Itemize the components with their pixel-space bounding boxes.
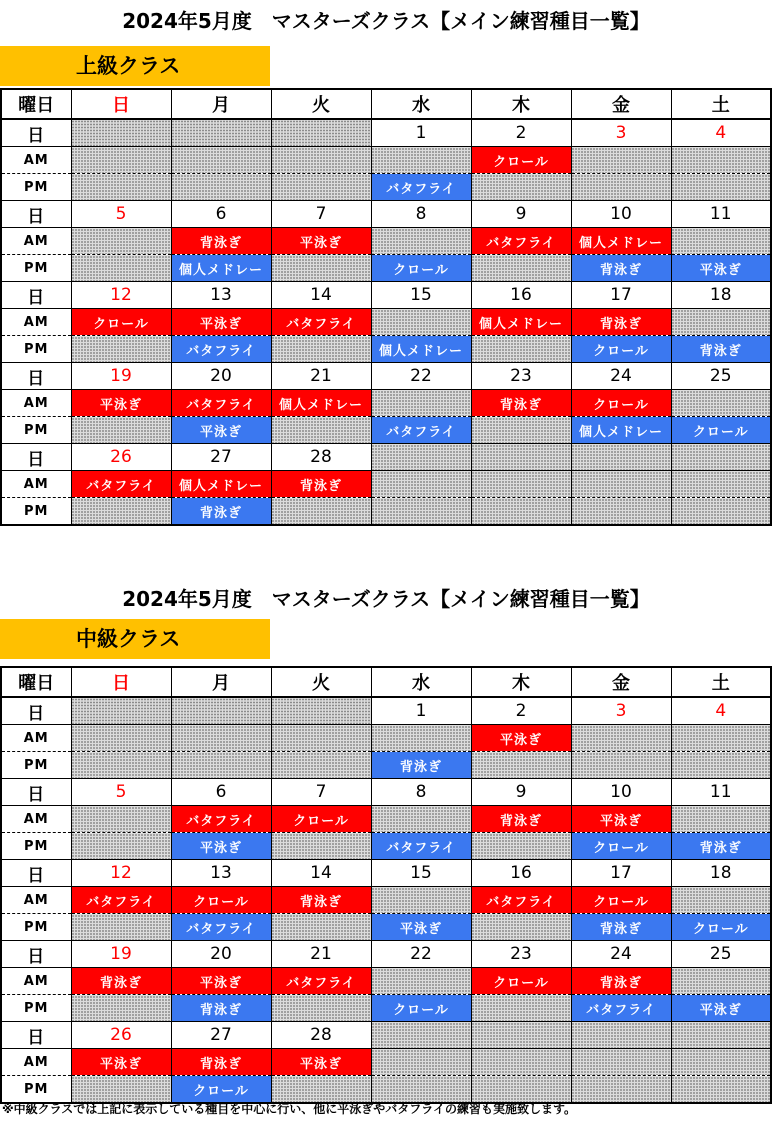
weekday-header: 金 — [571, 89, 671, 119]
empty-cell — [371, 147, 471, 174]
date-cell: 17 — [571, 860, 671, 887]
weekday-header: 金 — [571, 667, 671, 697]
date-cell: 9 — [471, 779, 571, 806]
am-row — [1, 806, 771, 833]
empty-cell — [271, 725, 371, 752]
row-label-pm: PM — [1, 1076, 71, 1104]
row-label-am: AM — [1, 228, 71, 255]
am-row — [1, 390, 771, 417]
date-cell — [471, 444, 571, 471]
empty-cell — [671, 968, 771, 995]
empty-cell — [371, 725, 471, 752]
date-cell — [571, 444, 671, 471]
am-row — [1, 147, 771, 174]
date-cell: 8 — [371, 201, 471, 228]
empty-cell — [271, 498, 371, 526]
pm-session: 背泳ぎ — [571, 914, 671, 941]
row-label-pm: PM — [1, 417, 71, 444]
am-session: 背泳ぎ — [571, 309, 671, 336]
date-cell: 6 — [171, 201, 271, 228]
date-cell — [371, 444, 471, 471]
pm-session: クロール — [571, 833, 671, 860]
weekday-header: 月 — [171, 89, 271, 119]
am-session: 平泳ぎ — [171, 309, 271, 336]
empty-cell — [471, 255, 571, 282]
empty-cell — [71, 255, 171, 282]
empty-cell — [671, 174, 771, 201]
am-session: クロール — [571, 390, 671, 417]
am-session: 背泳ぎ — [271, 471, 371, 498]
date-cell: 25 — [671, 363, 771, 390]
date-cell: 5 — [71, 201, 171, 228]
am-row — [1, 887, 771, 914]
am-session: バタフライ — [271, 968, 371, 995]
pm-session: 個人メドレー — [571, 417, 671, 444]
pm-session: 平泳ぎ — [171, 833, 271, 860]
empty-cell — [71, 833, 171, 860]
date-cell: 10 — [571, 779, 671, 806]
date-row — [1, 444, 771, 471]
date-cell: 15 — [371, 282, 471, 309]
date-cell: 27 — [171, 444, 271, 471]
date-cell — [671, 1022, 771, 1049]
pm-session: クロール — [671, 417, 771, 444]
pm-row — [1, 1076, 771, 1104]
am-session: 個人メドレー — [571, 228, 671, 255]
date-cell: 24 — [571, 941, 671, 968]
class-label-advanced: 上級クラス — [0, 46, 270, 86]
date-cell: 5 — [71, 779, 171, 806]
date-cell: 20 — [171, 941, 271, 968]
row-label-day: 日 — [1, 1022, 71, 1049]
date-cell: 19 — [71, 363, 171, 390]
date-cell: 15 — [371, 860, 471, 887]
am-session: バタフライ — [471, 887, 571, 914]
date-cell — [571, 1022, 671, 1049]
date-row — [1, 282, 771, 309]
empty-cell — [271, 255, 371, 282]
row-label-day: 日 — [1, 282, 71, 309]
date-cell: 13 — [171, 860, 271, 887]
date-cell: 12 — [71, 282, 171, 309]
empty-cell — [371, 498, 471, 526]
empty-cell — [671, 1076, 771, 1104]
empty-cell — [371, 968, 471, 995]
date-cell: 2 — [471, 697, 571, 725]
empty-cell — [471, 833, 571, 860]
date-row — [1, 779, 771, 806]
pm-session: クロール — [671, 914, 771, 941]
am-row — [1, 725, 771, 752]
row-label-pm: PM — [1, 174, 71, 201]
date-cell: 7 — [271, 779, 371, 806]
empty-cell — [271, 914, 371, 941]
pm-row — [1, 995, 771, 1022]
pm-row — [1, 833, 771, 860]
am-session: 個人メドレー — [171, 471, 271, 498]
empty-cell — [71, 1076, 171, 1104]
am-session: 平泳ぎ — [71, 1049, 171, 1076]
row-label-am: AM — [1, 1049, 71, 1076]
date-cell: 9 — [471, 201, 571, 228]
empty-cell — [671, 806, 771, 833]
empty-cell — [371, 806, 471, 833]
empty-cell — [171, 725, 271, 752]
row-label-pm: PM — [1, 914, 71, 941]
empty-cell — [371, 309, 471, 336]
class-label-intermediate: 中級クラス — [0, 619, 270, 659]
empty-cell — [671, 725, 771, 752]
am-session: クロール — [571, 887, 671, 914]
date-cell: 7 — [271, 201, 371, 228]
date-cell: 10 — [571, 201, 671, 228]
empty-cell — [171, 147, 271, 174]
date-cell: 1 — [371, 697, 471, 725]
row-label-am: AM — [1, 887, 71, 914]
date-cell: 21 — [271, 363, 371, 390]
pm-session: 背泳ぎ — [671, 336, 771, 363]
date-cell: 23 — [471, 941, 571, 968]
date-cell: 27 — [171, 1022, 271, 1049]
row-label-day: 日 — [1, 697, 71, 725]
date-row — [1, 201, 771, 228]
empty-cell — [571, 471, 671, 498]
date-cell — [471, 1022, 571, 1049]
date-cell: 16 — [471, 860, 571, 887]
date-row — [1, 363, 771, 390]
empty-cell — [271, 833, 371, 860]
date-cell: 19 — [71, 941, 171, 968]
empty-cell — [71, 417, 171, 444]
date-cell — [171, 697, 271, 725]
am-session: 背泳ぎ — [271, 887, 371, 914]
date-cell — [271, 697, 371, 725]
am-session: バタフライ — [171, 390, 271, 417]
am-session: クロール — [471, 968, 571, 995]
weekday-header: 月 — [171, 667, 271, 697]
weekday-header: 木 — [471, 667, 571, 697]
empty-cell — [671, 228, 771, 255]
weekday-header: 水 — [371, 89, 471, 119]
row-label-am: AM — [1, 968, 71, 995]
empty-cell — [71, 914, 171, 941]
empty-cell — [371, 390, 471, 417]
page-title: 2024年5月度 マスターズクラス【メイン練習種目一覧】 — [122, 587, 650, 611]
date-cell: 4 — [671, 119, 771, 147]
empty-cell — [71, 806, 171, 833]
date-cell: 14 — [271, 282, 371, 309]
date-row — [1, 941, 771, 968]
pm-session: バタフライ — [371, 174, 471, 201]
am-session: クロール — [171, 887, 271, 914]
row-label-pm: PM — [1, 255, 71, 282]
row-label-am: AM — [1, 471, 71, 498]
weekday-header: 日 — [71, 667, 171, 697]
date-cell: 16 — [471, 282, 571, 309]
empty-cell — [671, 887, 771, 914]
pm-row — [1, 336, 771, 363]
empty-cell — [471, 1076, 571, 1104]
date-cell: 25 — [671, 941, 771, 968]
weekday-header: 土 — [671, 667, 771, 697]
empty-cell — [571, 1049, 671, 1076]
pm-row — [1, 417, 771, 444]
pm-session: 平泳ぎ — [671, 255, 771, 282]
date-cell — [71, 697, 171, 725]
weekday-header: 木 — [471, 89, 571, 119]
empty-cell — [271, 1076, 371, 1104]
row-label-day: 日 — [1, 363, 71, 390]
empty-cell — [271, 336, 371, 363]
am-session: バタフライ — [171, 806, 271, 833]
weekday-header-row — [1, 89, 771, 119]
date-cell: 23 — [471, 363, 571, 390]
empty-cell — [371, 887, 471, 914]
empty-cell — [71, 752, 171, 779]
date-cell — [71, 119, 171, 147]
row-label-pm: PM — [1, 498, 71, 526]
empty-cell — [271, 147, 371, 174]
empty-cell — [471, 417, 571, 444]
row-label-day: 日 — [1, 201, 71, 228]
am-session: バタフライ — [271, 309, 371, 336]
date-cell: 26 — [71, 1022, 171, 1049]
empty-cell — [271, 752, 371, 779]
pm-row — [1, 752, 771, 779]
weekday-header-label: 曜日 — [1, 667, 71, 697]
empty-cell — [571, 725, 671, 752]
pm-session: 背泳ぎ — [171, 498, 271, 526]
empty-cell — [371, 1049, 471, 1076]
date-cell: 13 — [171, 282, 271, 309]
date-cell: 2 — [471, 119, 571, 147]
page-title: 2024年5月度 マスターズクラス【メイン練習種目一覧】 — [122, 9, 650, 33]
pm-session: クロール — [371, 255, 471, 282]
pm-session: 平泳ぎ — [671, 995, 771, 1022]
am-session: 平泳ぎ — [71, 390, 171, 417]
empty-cell — [71, 174, 171, 201]
date-cell: 24 — [571, 363, 671, 390]
row-label-day: 日 — [1, 119, 71, 147]
row-label-day: 日 — [1, 860, 71, 887]
date-row — [1, 860, 771, 887]
pm-row — [1, 255, 771, 282]
empty-cell — [271, 995, 371, 1022]
row-label-am: AM — [1, 725, 71, 752]
pm-session: 背泳ぎ — [171, 995, 271, 1022]
date-cell: 18 — [671, 282, 771, 309]
date-cell — [171, 119, 271, 147]
pm-session: クロール — [571, 336, 671, 363]
am-row — [1, 228, 771, 255]
row-label-am: AM — [1, 806, 71, 833]
empty-cell — [71, 725, 171, 752]
am-session: 背泳ぎ — [171, 228, 271, 255]
date-cell: 21 — [271, 941, 371, 968]
weekday-header-label: 曜日 — [1, 89, 71, 119]
row-label-pm: PM — [1, 995, 71, 1022]
empty-cell — [471, 174, 571, 201]
empty-cell — [371, 1076, 471, 1104]
row-label-day: 日 — [1, 779, 71, 806]
weekday-header: 水 — [371, 667, 471, 697]
date-cell: 28 — [271, 1022, 371, 1049]
pm-row — [1, 498, 771, 526]
row-label-pm: PM — [1, 833, 71, 860]
row-label-am: AM — [1, 147, 71, 174]
am-session: 平泳ぎ — [471, 725, 571, 752]
empty-cell — [471, 1049, 571, 1076]
am-session: バタフライ — [471, 228, 571, 255]
empty-cell — [471, 471, 571, 498]
empty-cell — [571, 147, 671, 174]
date-cell: 8 — [371, 779, 471, 806]
weekday-header: 火 — [271, 89, 371, 119]
pm-row — [1, 914, 771, 941]
date-cell: 12 — [71, 860, 171, 887]
empty-cell — [571, 1076, 671, 1104]
empty-cell — [671, 752, 771, 779]
pm-session: 平泳ぎ — [171, 417, 271, 444]
am-session: 平泳ぎ — [271, 228, 371, 255]
date-cell: 1 — [371, 119, 471, 147]
empty-cell — [571, 174, 671, 201]
am-session: 背泳ぎ — [471, 806, 571, 833]
empty-cell — [571, 752, 671, 779]
am-session: バタフライ — [71, 887, 171, 914]
date-cell: 26 — [71, 444, 171, 471]
empty-cell — [371, 471, 471, 498]
empty-cell — [671, 309, 771, 336]
empty-cell — [471, 914, 571, 941]
date-cell: 22 — [371, 941, 471, 968]
am-session: 平泳ぎ — [571, 806, 671, 833]
weekday-header: 火 — [271, 667, 371, 697]
date-cell: 3 — [571, 119, 671, 147]
am-row — [1, 309, 771, 336]
am-session: クロール — [271, 806, 371, 833]
pm-session: バタフライ — [571, 995, 671, 1022]
pm-session: バタフライ — [171, 336, 271, 363]
row-label-day: 日 — [1, 941, 71, 968]
pm-session: バタフライ — [371, 417, 471, 444]
am-session: 平泳ぎ — [271, 1049, 371, 1076]
empty-cell — [671, 471, 771, 498]
pm-session: 背泳ぎ — [671, 833, 771, 860]
empty-cell — [71, 336, 171, 363]
date-cell: 3 — [571, 697, 671, 725]
am-row — [1, 968, 771, 995]
date-cell: 22 — [371, 363, 471, 390]
empty-cell — [271, 417, 371, 444]
am-session: 個人メドレー — [271, 390, 371, 417]
row-label-pm: PM — [1, 752, 71, 779]
pm-session: 平泳ぎ — [371, 914, 471, 941]
date-cell — [271, 119, 371, 147]
pm-session: 個人メドレー — [171, 255, 271, 282]
empty-cell — [471, 498, 571, 526]
schedule-table-intermediate — [0, 666, 772, 1104]
schedule-table-advanced — [0, 88, 772, 526]
date-cell: 18 — [671, 860, 771, 887]
empty-cell — [471, 752, 571, 779]
date-cell: 11 — [671, 201, 771, 228]
pm-session: 個人メドレー — [371, 336, 471, 363]
date-cell: 17 — [571, 282, 671, 309]
row-label-am: AM — [1, 309, 71, 336]
date-cell: 6 — [171, 779, 271, 806]
row-label-am: AM — [1, 390, 71, 417]
pm-session: クロール — [171, 1076, 271, 1104]
pm-session: バタフライ — [171, 914, 271, 941]
pm-session: 背泳ぎ — [571, 255, 671, 282]
date-row — [1, 1022, 771, 1049]
empty-cell — [71, 147, 171, 174]
empty-cell — [671, 390, 771, 417]
date-cell — [671, 444, 771, 471]
am-session: 平泳ぎ — [171, 968, 271, 995]
pm-session: バタフライ — [371, 833, 471, 860]
date-row — [1, 697, 771, 725]
empty-cell — [271, 174, 371, 201]
am-session: クロール — [471, 147, 571, 174]
empty-cell — [71, 995, 171, 1022]
empty-cell — [471, 995, 571, 1022]
row-label-pm: PM — [1, 336, 71, 363]
empty-cell — [171, 752, 271, 779]
weekday-header: 土 — [671, 89, 771, 119]
am-session: バタフライ — [71, 471, 171, 498]
date-cell: 28 — [271, 444, 371, 471]
empty-cell — [171, 174, 271, 201]
date-cell: 11 — [671, 779, 771, 806]
weekday-header: 日 — [71, 89, 171, 119]
empty-cell — [471, 336, 571, 363]
empty-cell — [571, 498, 671, 526]
date-cell — [371, 1022, 471, 1049]
empty-cell — [671, 1049, 771, 1076]
pm-session: 背泳ぎ — [371, 752, 471, 779]
empty-cell — [671, 147, 771, 174]
am-session: 個人メドレー — [471, 309, 571, 336]
am-session: 背泳ぎ — [471, 390, 571, 417]
pm-session: クロール — [371, 995, 471, 1022]
empty-cell — [371, 228, 471, 255]
pm-row — [1, 174, 771, 201]
am-session: 背泳ぎ — [171, 1049, 271, 1076]
footnote: ※中級クラスでは上記に表示している種目を中心に行い、他に平泳ぎやバタフライの練習も実施致します。 — [2, 1102, 576, 1116]
am-session: 背泳ぎ — [71, 968, 171, 995]
weekday-header-row — [1, 667, 771, 697]
date-cell: 20 — [171, 363, 271, 390]
am-session: クロール — [71, 309, 171, 336]
row-label-day: 日 — [1, 444, 71, 471]
date-cell: 14 — [271, 860, 371, 887]
am-session: 背泳ぎ — [571, 968, 671, 995]
am-row — [1, 1049, 771, 1076]
date-row — [1, 119, 771, 147]
date-cell: 4 — [671, 697, 771, 725]
empty-cell — [671, 498, 771, 526]
am-row — [1, 471, 771, 498]
empty-cell — [71, 498, 171, 526]
empty-cell — [71, 228, 171, 255]
